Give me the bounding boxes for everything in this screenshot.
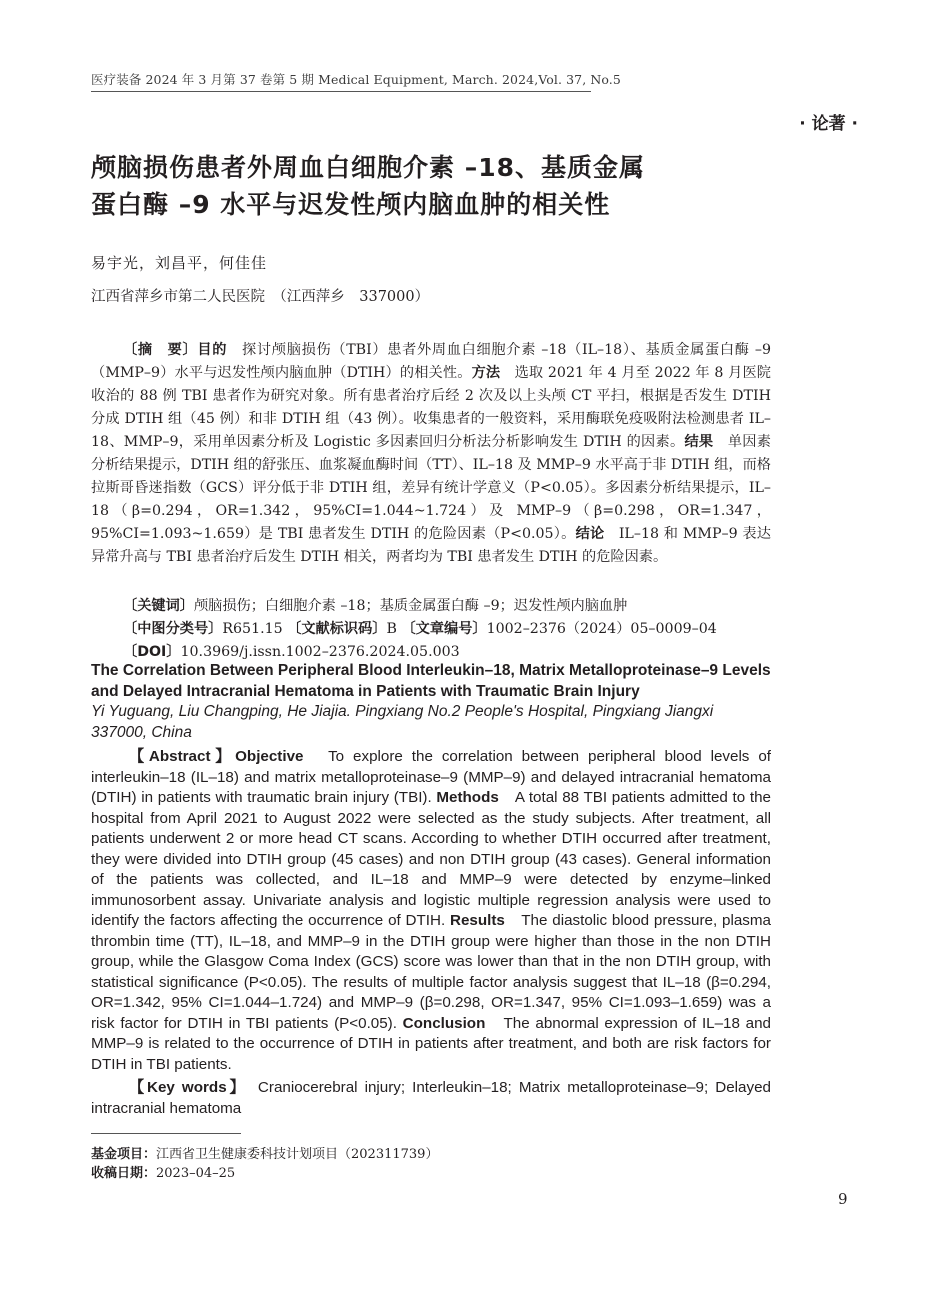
section-tag: · 论著 · [799,114,858,134]
doi-label: 〔DOI〕 [123,644,181,660]
cn-abstract-label: 〔摘 要〕目的 [123,342,228,358]
doi-value: 10.3969/j.issn.1002–2376.2024.05.003 [180,644,460,660]
footnote-rule [91,1133,241,1134]
fund-label: 基金项目： [91,1147,157,1162]
en-keywords-text: Craniocerebral injury; Interleukin–18; Matrix metalloproteinase–9; Delayed intracranial hematoma [91,1079,771,1117]
cn-conclusion-text: IL–18 和 MMP–9 表达异常升高与 TBI 患者治疗后发生 DTIH 相关，两者均为 TBI 患者发生 DTIH 的危险因素。 [91,526,771,565]
doc-code-value: B [386,621,397,637]
class-number-value: R651.15 [222,621,283,637]
english-authors: Yi Yuguang, Liu Changping, He Jiajia. Pingxiang No.2 People's Hospital, Pingxiang Jiangxi 337000, China [91,703,714,741]
cn-methods-text: 选取 2021 年 4 月至 2022 年 8 月医院收治的 88 例 TBI 患者作为研究对象。所有患者治疗后经 2 次及以上头颅 CT 平扫，根据是否发生 DTIH 分成 DTIH 组（45 例）和非 DTIH 组（43 例）。收集患者的一般资料，采用酶联免疫吸附法检测患者 IL–18、MMP–9，采用单因素分析及 Logistic 多因素回归分析法分析影响发生 DTIH 的因素。 [91,365,771,450]
running-head: 医疗装备 2024 年 3 月第 37 卷第 5 期 Medical Equipment, March. 2024,Vol. 37, No.5 [91,72,621,87]
received-label: 收稿日期： [91,1166,157,1181]
cn-methods-label: 方法 [471,365,501,381]
en-results-text: The diastolic blood pressure, plasma thrombin time (TT), IL–18, and MMP–9 in the DTIH group were higher than those in the non DTIH group, while the Glasgow Coma Index (GCS) score was lower than that in the non DTIH group, with statistical significance (P<0.05). The results of multiple factor analysis suggest that IL–18 (β=0.294, OR=1.342, 95% CI=1.044–1.724) and MMP–9 (β=0.298, OR=1.347, 95% CI=1.093–1.659) was a risk factor for DTIH in TBI patients (P<0.05). [91,912,771,1032]
title-line-1: 颅脑损伤患者外周血白细胞介素 –18、基质金属 [91,153,645,182]
received-date [91,1164,235,1184]
cn-keywords-label: 〔关键词〕 [123,598,194,614]
en-conclusion-text: The abnormal expression of IL–18 and MMP–9 is related to the occurrence of DTIH in patients after treatment, and both are risk factors for DTIH in TBI patients. [91,1014,771,1073]
cn-keywords-text: 颅脑损伤；白细胞介素 –18；基质金属蛋白酶 –9；迟发性颅内脑血肿 [193,598,628,614]
english-title: The Correlation Between Peripheral Blood Interleukin–18, Matrix Metalloproteinase–9 Levels and Delayed Intracranial Hematoma in Patients with Traumatic Brain Injury [91,662,771,700]
cn-conclusion-label: 结论 [575,526,605,542]
fund-note [91,1145,438,1165]
en-abstract-label: 【Abstract】Objective [129,748,304,765]
article-number-value: 1002–2376（2024）05–0009–04 [486,621,717,637]
article-number-label: 〔文章编号〕 [401,621,487,637]
en-keywords-label: 【Key words】 [129,1079,240,1096]
en-methods-text: A total 88 TBI patients admitted to the hospital from April 2021 to August 2022 were selected as the study subjects. After treatment, all patients underwent 2 or more head CT scans. According to whether DTIH occurred after treatment, they were divided into DTIH group (45 cases) and non DTIH group (43 cases). General information of the patients was collected, and IL–18 and MMP–9 were detected by enzyme–linked immunosorbent assay. Univariate analysis and logistic multiple regression analysis were used to identify the factors affecting the occurrence of DTIH. [91,789,771,929]
classification-line [123,618,717,641]
cn-objective-text: 探讨颅脑损伤（TBI）患者外周血白细胞介素 –18（IL–18）、基质金属蛋白酶 –9（MMP–9）水平与迟发性颅内脑血肿（DTIH）的相关性。 [91,342,771,381]
fund-value: 江西省卫生健康委科技计划项目（202311739） [156,1147,439,1162]
doc-code-label: 〔文献标识码〕 [287,621,387,637]
en-methods-label: Methods [436,789,499,806]
author-list: 易宇光，刘昌平，何佳佳 [91,254,268,272]
received-value: 2023–04–25 [156,1166,236,1181]
paper-title [91,149,791,223]
page-number: 9 [838,1190,848,1208]
cn-results-text: 单因素分析结果提示，DTIH 组的舒张压、血浆凝血酶时间（TT）、IL–18 及 MMP–9 水平高于非 DTIH 组，而格拉斯哥昏迷指数（GCS）评分低于非 DTIH 组，差异有统计学意义（P<0.05）。多因素分析结果提示，IL–18（β=0.294，OR=1.342，95%CI=1.044~1.724）及 MMP–9（β=0.298，OR=1.347，95%CI=1.093~1.659）是 TBI 患者发生 DTIH 的危险因素（P<0.05）。 [91,434,771,542]
header-rule [91,91,591,92]
cn-results-label: 结果 [684,434,714,450]
en-conclusion-label: Conclusion [402,1014,486,1032]
class-number-label: 〔中图分类号〕 [123,621,223,637]
en-results-label: Results [450,912,505,929]
en-objective-text: To explore the correlation between peripheral blood levels of interleukin–18 (IL–18) and matrix metalloproteinase–9 (MMP–9) and delayed intracranial hematoma (DTIH) in patients with traumatic brain injury (TBI). [91,748,771,806]
english-keywords [91,1078,771,1119]
chinese-keywords [123,595,627,618]
chinese-abstract [91,339,771,569]
english-abstract [91,747,771,1075]
title-line-2: 蛋白酶 –9 水平与迟发性颅内脑血肿的相关性 [91,190,611,219]
affiliation: 江西省萍乡市第二人民医院 （江西萍乡 337000） [91,289,430,305]
